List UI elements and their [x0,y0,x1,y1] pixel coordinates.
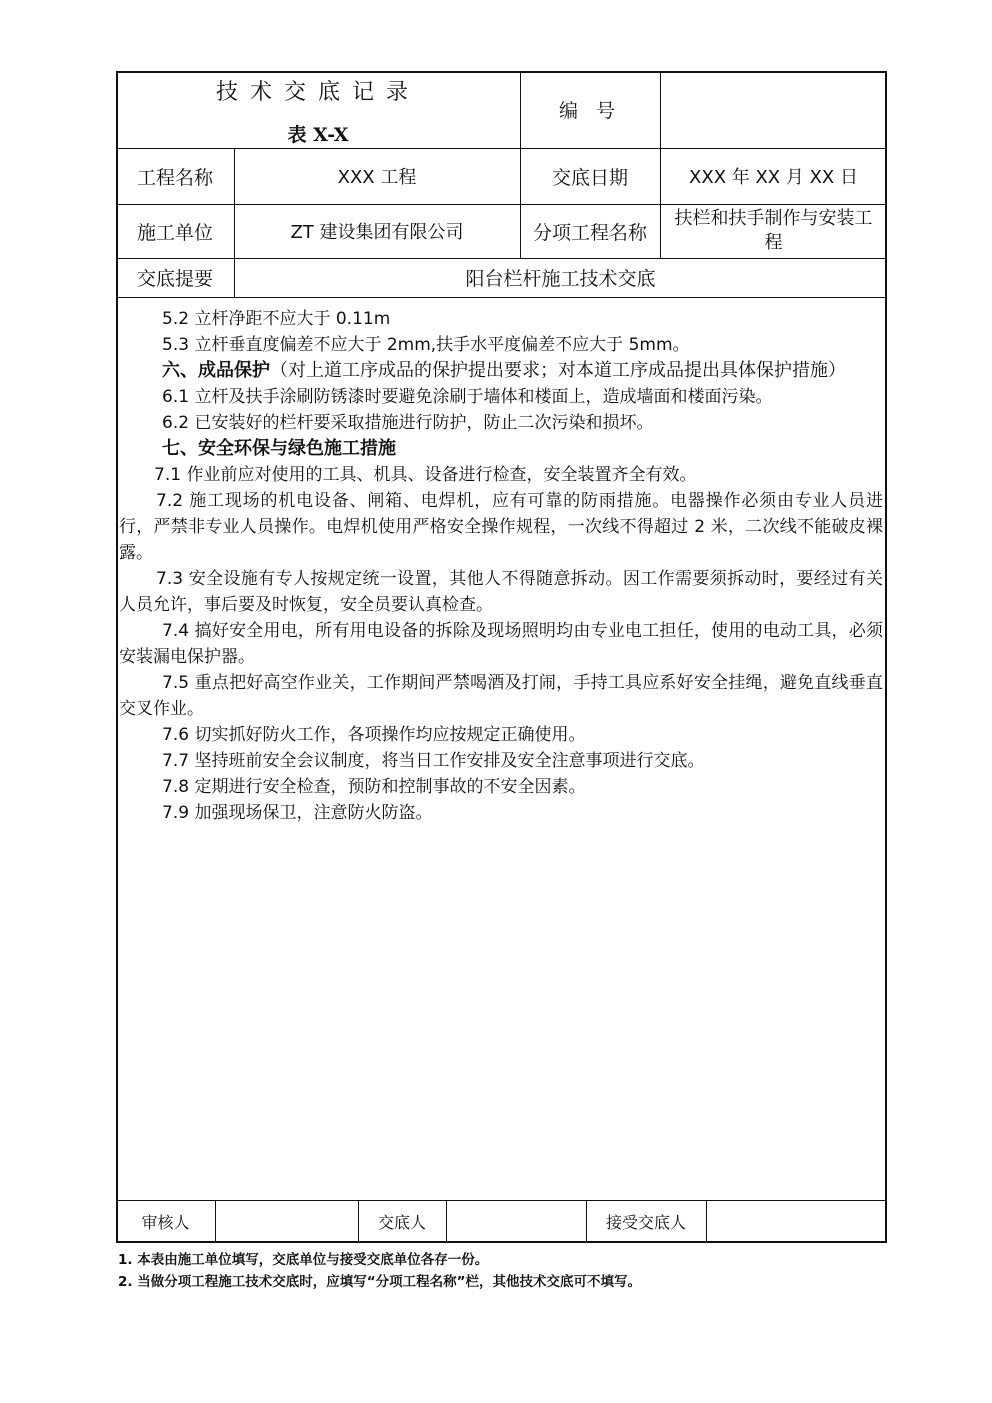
date-label: 交底日期 [551,166,628,189]
project-name-label: 工程名称 [136,166,213,189]
date-value[interactable]: XXX 年 XX 月 XX 日 [689,167,858,188]
summary-value[interactable]: 阳台栏杆施工技术交底 [465,268,656,290]
discloser-field[interactable] [446,1200,586,1243]
receiver-field[interactable] [706,1200,887,1243]
form-subtitle: 表 X-X [287,123,349,146]
item-7-7: 7.7 坚持班前安全会议制度，将当日工作安排及安全注意事项进行交底。 [162,751,705,771]
summary-label: 交底提要 [136,268,213,290]
unit-label: 施工单位 [136,221,213,244]
reviewer-label: 审核人 [141,1213,190,1232]
footnote-2: 2. 当做分项工程施工技术交底时，应填写“分项工程名称”栏，其他技术交底可不填写。 [118,1274,641,1290]
subitem-value[interactable]: 扶栏和扶手制作与安装工程 [674,208,873,253]
item-6-2: 6.2 已安装好的栏杆要采取措施进行防护，防止二次污染和损坏。 [162,413,654,433]
disclosure-content [116,306,887,826]
item-7-9: 7.9 加强现场保卫，注意防火防盗。 [162,803,433,823]
section-6-note: （对上道工序成品的保护提出要求；对本道工序成品提出具体保护措施） [270,360,846,381]
number-field[interactable] [660,71,887,148]
section-7-title: 七、安全环保与绿色施工措施 [162,438,396,459]
item-5-2: 5.2 立杆净距不应大于 0.11m [162,309,391,329]
item-5-3: 5.3 立杆垂直度偏差不应大于 2mm,扶手水平度偏差不应大于 5mm。 [162,335,690,355]
form-title: 技术交底记录 [215,79,420,105]
unit-value[interactable]: ZT 建设集团有限公司 [290,222,464,243]
item-7-8: 7.8 定期进行安全检查，预防和控制事故的不安全因素。 [162,777,586,797]
discloser-label: 交底人 [377,1213,426,1232]
reviewer-field[interactable] [215,1200,358,1243]
row-divider [116,297,887,298]
section-6 [119,358,883,384]
item-7-3: 7.3 安全设施有专人按规定统一设置，其他人不得随意拆动。因工作需要须拆动时，要经过有关人员允许，事后要及时恢复，安全员要认真检查。 [119,569,883,615]
item-7-6: 7.6 切实抓好防火工作，各项操作均应按规定正确使用。 [162,725,586,745]
item-7-2: 7.2 施工现场的机电设备、闸箱、电焊机，应有可靠的防雨措施。电器操作必须由专业人员进行，严禁非专业人员操作。电焊机使用严格安全操作规程，一次线不得超过 2 米，二次线不能破皮裸露。 [119,491,883,563]
item-7-4: 7.4 搞好安全用电，所有用电设备的拆除及现场照明均由专业电工担任，使用的电动工具，必须安装漏电保护器。 [119,621,883,667]
subitem-label: 分项工程名称 [532,221,647,244]
project-name-value[interactable]: XXX 工程 [337,167,417,188]
item-6-1: 6.1 立杆及扶手涂刷防锈漆时要避免涂刷于墙体和楼面上，造成墙面和楼面污染。 [162,387,773,407]
item-7-5: 7.5 重点把好高空作业关，工作期间严禁喝酒及打闹，手持工具应系好安全挂绳，避免直线垂直交叉作业。 [119,673,883,719]
number-label: 编 号 [558,100,622,122]
item-7-1: 7.1 作业前应对使用的工具、机具、设备进行检查，安全装置齐全有效。 [154,465,697,485]
receiver-label: 接受交底人 [605,1213,686,1232]
section-6-title: 六、成品保护 [162,360,270,381]
footnote-1: 1. 本表由施工单位填写，交底单位与接受交底单位各存一份。 [118,1252,489,1268]
